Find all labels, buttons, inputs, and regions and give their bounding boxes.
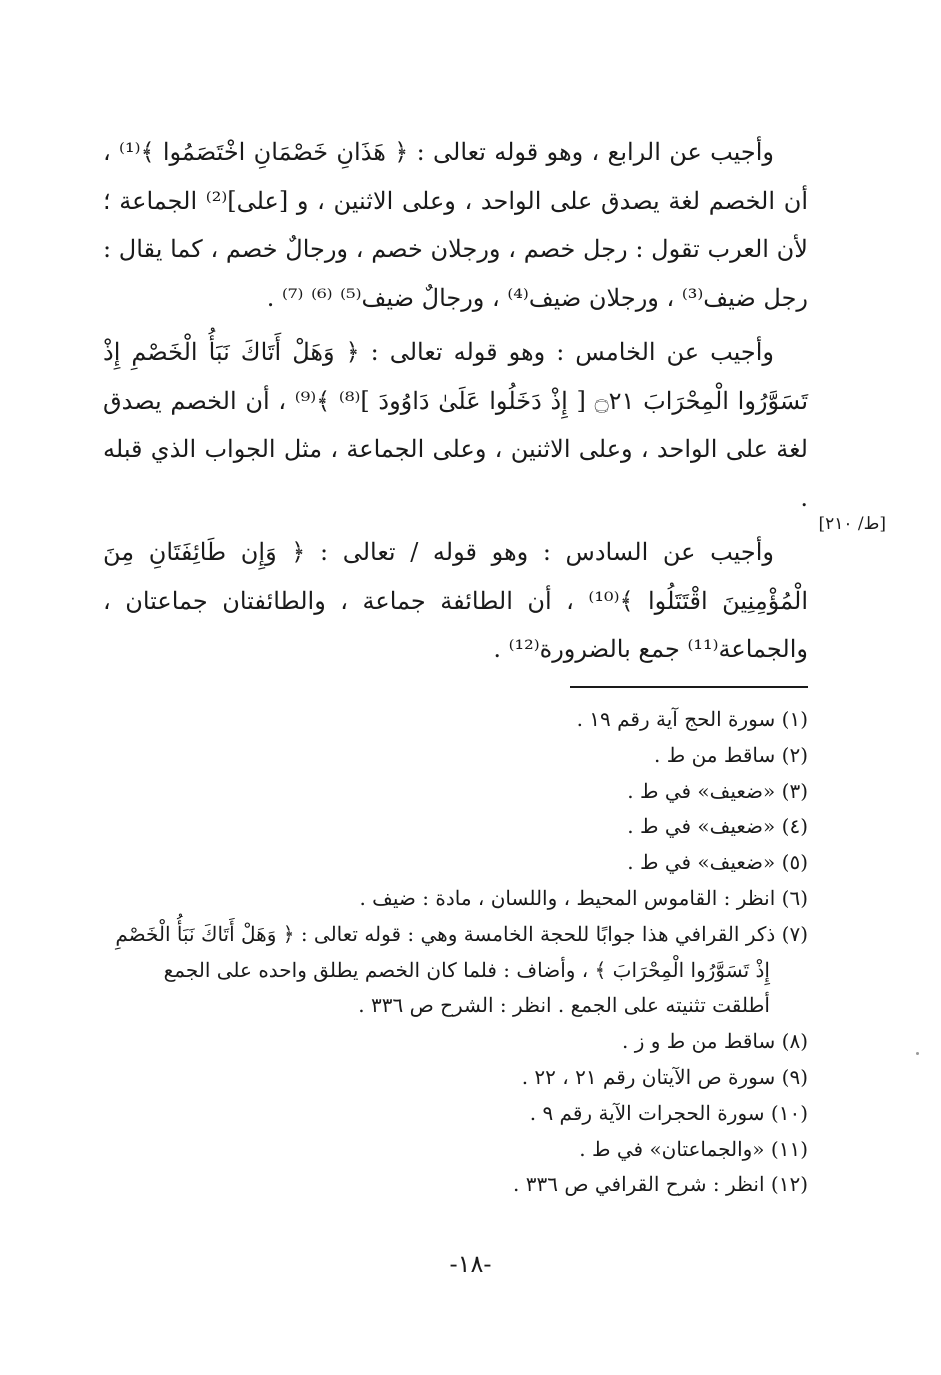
paragraph-sixth-answer: وأجيب عن السادس : وهو قوله / تعالى : ﴿ وَإِن طَائِفَتَانِ مِنَ الْمُؤْمِنِينَ اقْتَتَلُوا ﴾⁽¹⁰⁾ ، أن الطائفة جماعة ، والطائفتان جماعتان ، والجماعة⁽¹¹⁾ جمع بالضرورة⁽¹²⁾ . (103, 538, 808, 663)
footnotes (103, 702, 808, 1203)
footnote-4: (٤) «ضعيف» في ط . (627, 814, 808, 839)
footnote-3: (٣) «ضعيف» في ط . (627, 778, 808, 803)
footnote-5: (٥) «ضعيف» في ط . (627, 850, 808, 875)
manuscript-folio-marker: [ط/ ٢١٠] (818, 514, 886, 534)
footnote-2: (٢) ساقط من ط . (654, 742, 808, 767)
main-text (103, 128, 808, 674)
footnote-9: (٩) سورة ص الآيتان رقم ٢١ ، ٢٢ . (521, 1064, 808, 1089)
page-number: -١٨- (449, 1250, 492, 1278)
paragraph-fifth-answer: وأجيب عن الخامس : وهو قوله تعالى : ﴿ وَهَلْ أَتَاكَ نَبَأُ الْخَصْمِ إِذْ تَسَوَّرُوا الْمِحْرَابَ ۝٢١ [ إِذْ دَخَلُوا عَلَىٰ دَاوُودَ ]⁽⁸⁾ ﴾⁽⁹⁾ ، أن الخصم يصدق لغة على الواحد ، وعلى الاثنين ، وعلى الجماعة ، مثل الجواب الذي قبله . (103, 338, 809, 512)
footnote-7: (٧) ذكر القرافي هذا جوابًا للحجة الخامسة وهي : قوله تعالى : ﴿ وَهَلْ أَتَاكَ نَبَأُ الْخَصْمِ إِذْ تَسَوَّرُوا الْمِحْرَابَ ﴾ ، وأضاف : فلما كان الخصم يطلق واحده على الجمع أطلقت تثنيته على الجمع . انظر : الشرح ص ٣٣٦ . (115, 921, 808, 1018)
footnote-8: (٨) ساقط من ط و ز . (621, 1029, 808, 1054)
footnote-1: (١) سورة الحج آية رقم ١٩ . (576, 707, 808, 731)
paragraph-fourth-answer: وأجيب عن الرابع ، وهو قوله تعالى : ﴿ هَذَانِ خَصْمَانِ اخْتَصَمُوا ﴾⁽¹⁾ ، أن الخصم لغة يصدق على الواحد ، وعلى الاثنين ، و [على]⁽²⁾ الجماعة ؛ لأن العرب تقول : رجل خصم ، ورجلان خصم ، ورجالٌ خصم ، كما يقال : رجل ضيف⁽³⁾ ، ورجلان ضيف⁽⁴⁾ ، ورجالٌ ضيف⁽⁵⁾ ⁽⁶⁾ ⁽⁷⁾ . (103, 138, 808, 312)
footnote-6: (٦) انظر : القاموس المحيط ، واللسان ، مادة : ضيف . (359, 885, 808, 910)
footnote-10: (١٠) سورة الحجرات الآية رقم ٩ . (529, 1100, 808, 1125)
footnote-12: (١٢) انظر : شرح القرافي ص ٣٣٦ . (513, 1172, 808, 1197)
scan-speck (916, 1052, 919, 1055)
footnote-11: (١١) «والجماعتان» في ط . (579, 1136, 808, 1161)
footnote-separator (570, 686, 808, 688)
